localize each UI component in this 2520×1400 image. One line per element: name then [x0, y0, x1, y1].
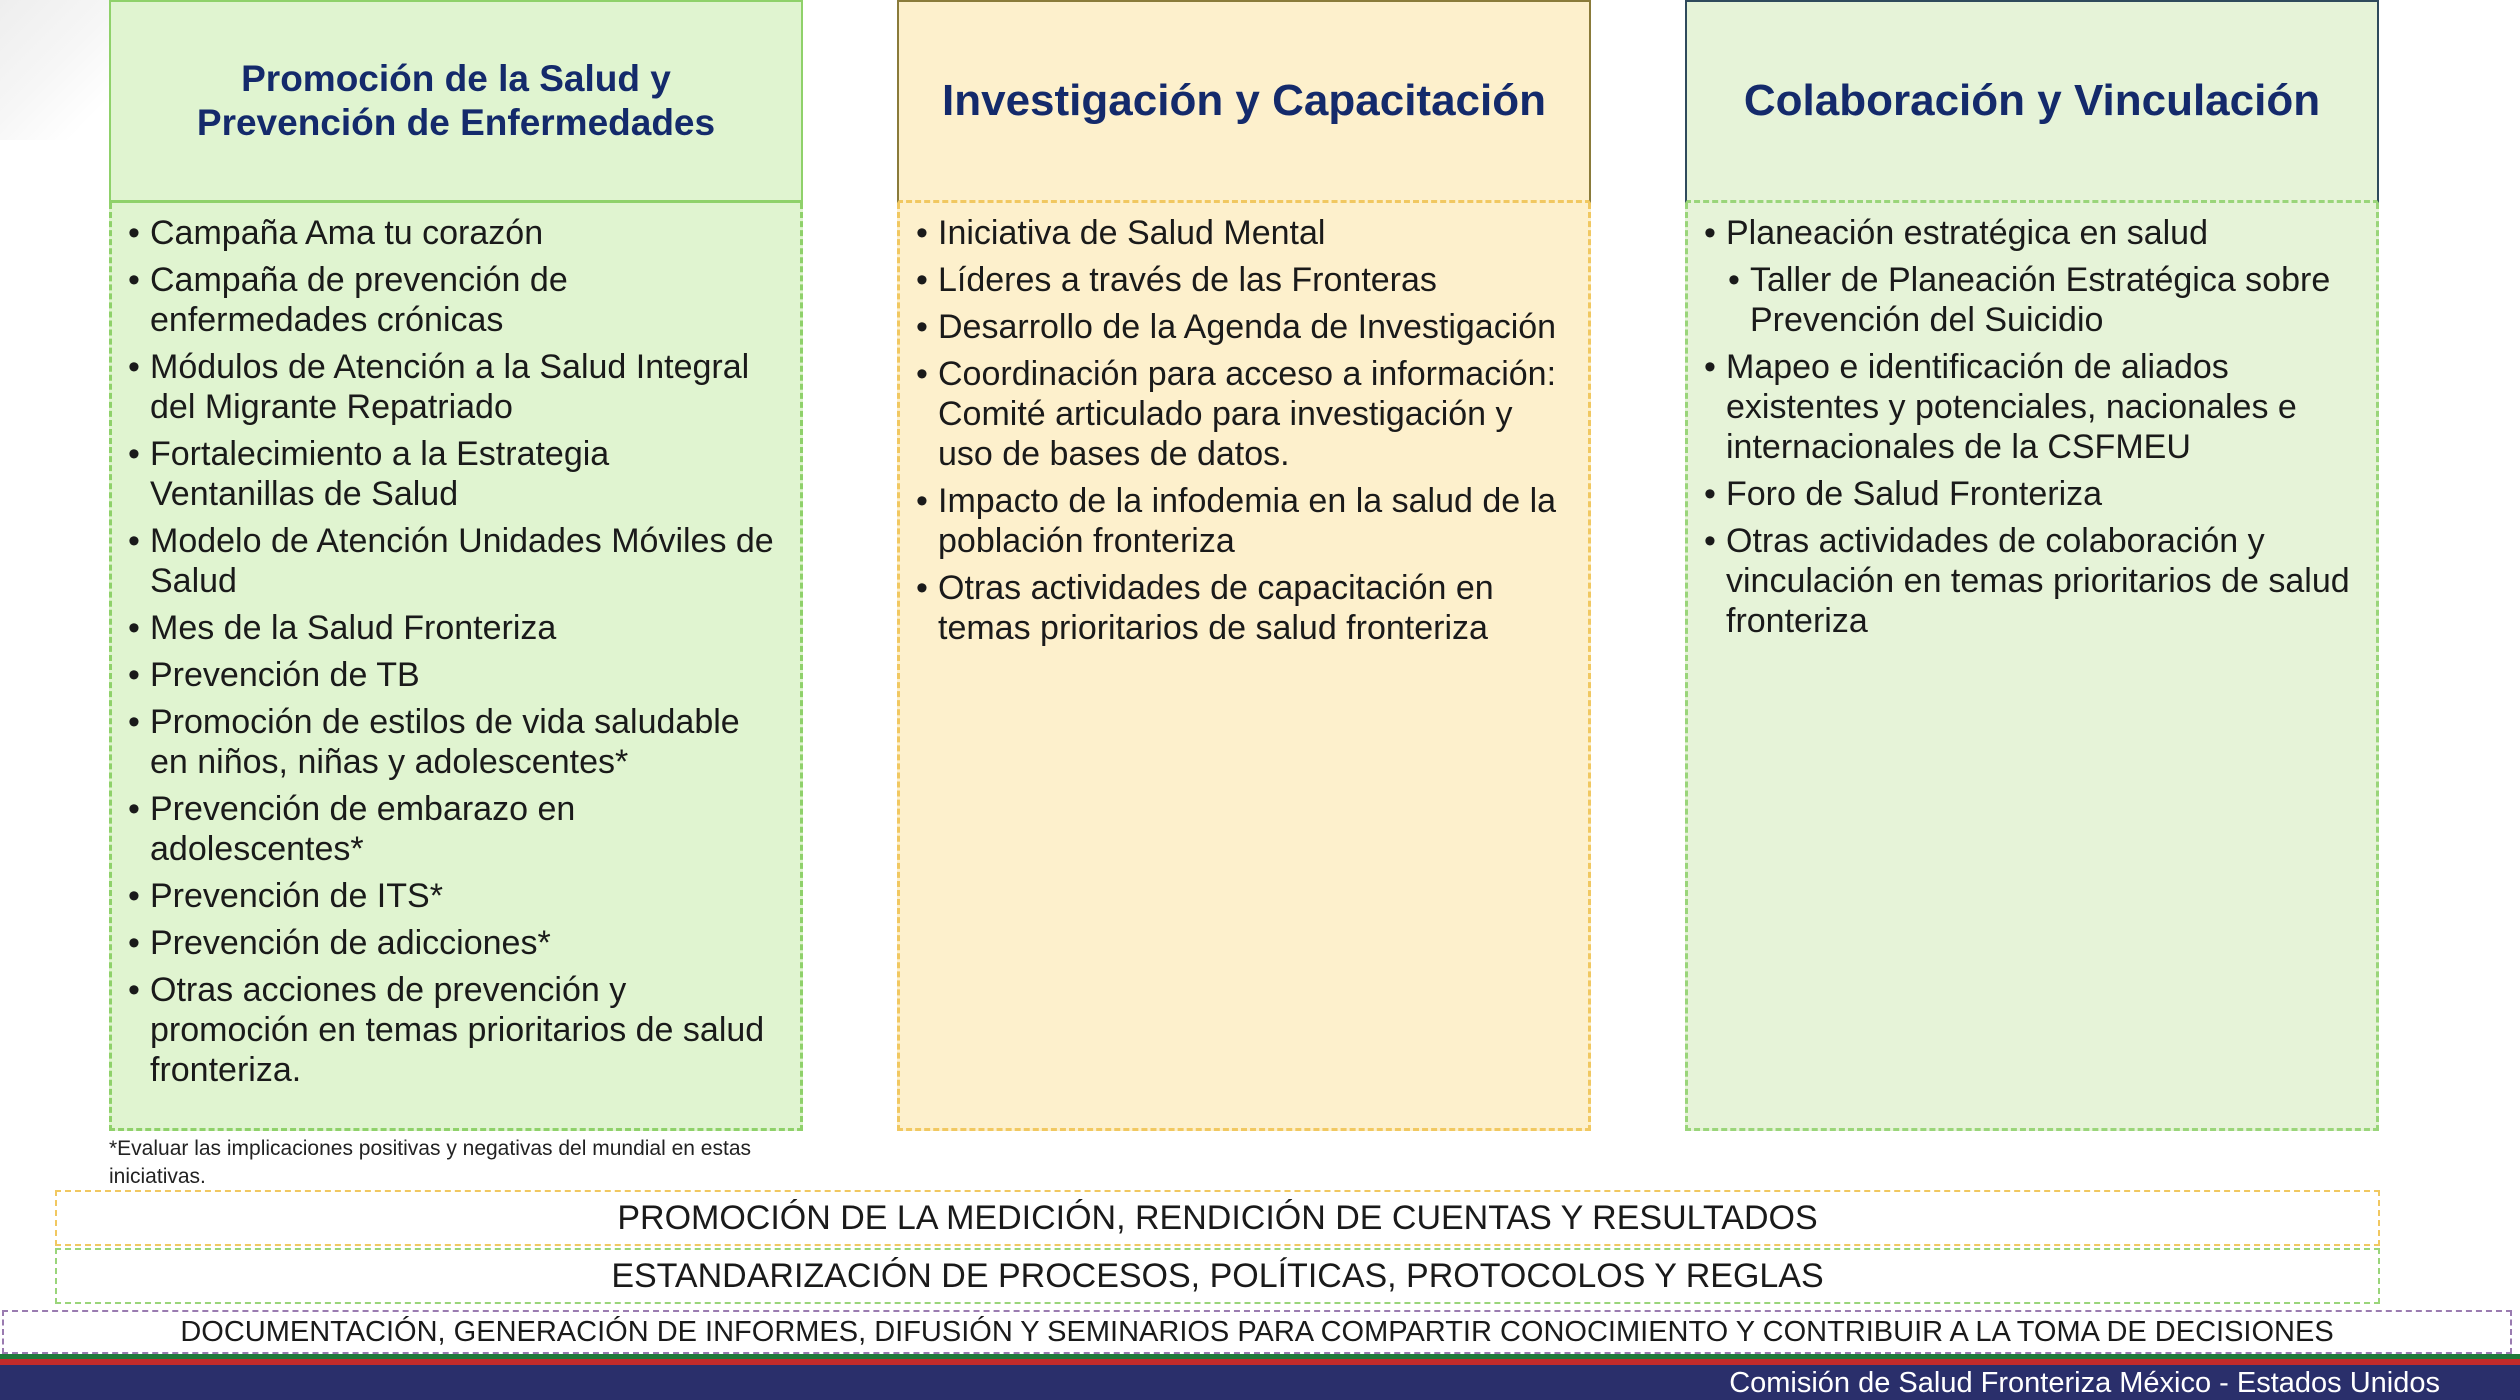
- list-item: • Prevención de embarazo en adolescentes*: [126, 789, 782, 869]
- list-item: • Iniciativa de Salud Mental: [914, 213, 1570, 253]
- item-list: [126, 213, 782, 1090]
- list-item: • Prevención de ITS*: [126, 876, 782, 916]
- column-body: [897, 203, 1591, 1131]
- list-item: • Otras actividades de colaboración y vinculación en temas prioritarios de salud fronteriza: [1702, 521, 2358, 641]
- column-body: [1685, 203, 2379, 1131]
- list-item: • Coordinación para acceso a información: Comité articulado para investigación y uso de bases de datos.: [914, 354, 1570, 474]
- column-header: [109, 0, 803, 203]
- column-title: Colaboración y Vinculación: [1743, 75, 2321, 125]
- column-colaboracion: [1685, 0, 2379, 1131]
- footer-text: Comisión de Salud Fronteriza México - Estados Unidos: [1729, 1367, 2440, 1399]
- list-item: • Prevención de TB: [126, 655, 782, 695]
- list-item: • Campaña de prevención de enfermedades crónicas: [126, 260, 782, 340]
- list-item: • Prevención de adicciones*: [126, 923, 782, 963]
- list-item: • Desarrollo de la Agenda de Investigación: [914, 307, 1570, 347]
- column-header: [897, 0, 1591, 203]
- band-documentacion: DOCUMENTACIÓN, GENERACIÓN DE INFORMES, DIFUSIÓN Y SEMINARIOS PARA COMPARTIR CONOCIMIENTO Y CONTRIBUIR A LA TOMA DE DECISIONES: [2, 1310, 2512, 1354]
- column-body: [109, 203, 803, 1131]
- column-title: [197, 57, 715, 146]
- column-title: Investigación y Capacitación: [942, 75, 1546, 125]
- list-item: • Foro de Salud Fronteriza: [1702, 474, 2358, 514]
- list-item: • Otras acciones de prevención y promoción en temas prioritarios de salud fronteriza.: [126, 970, 782, 1090]
- list-item: • Módulos de Atención a la Salud Integral del Migrante Repatriado: [126, 347, 782, 427]
- footnote: *Evaluar las implicaciones positivas y negativas del mundial en estas iniciativas.: [109, 1137, 751, 1188]
- item-list: [1702, 213, 2358, 641]
- list-item: • Modelo de Atención Unidades Móviles de Salud: [126, 521, 782, 601]
- column-title-line: Prevención de Enfermedades: [196, 102, 716, 143]
- list-item: • Mes de la Salud Fronteriza: [126, 608, 782, 648]
- column-header: [1685, 0, 2379, 203]
- list-subitem: • Taller de Planeación Estratégica sobre Prevención del Suicidio: [1702, 260, 2358, 340]
- list-item: • Planeación estratégica en salud: [1702, 213, 2358, 253]
- list-item: • Impacto de la infodemia en la salud de la población fronteriza: [914, 481, 1570, 561]
- list-item: • Otras actividades de capacitación en temas prioritarios de salud fronteriza: [914, 568, 1570, 648]
- column-promocion-salud: [109, 0, 803, 1131]
- item-list: [914, 213, 1570, 648]
- list-item: • Mapeo e identificación de aliados existentes y potenciales, nacionales e internacionales de la CSFMEU: [1702, 347, 2358, 467]
- band-estandarizacion: ESTANDARIZACIÓN DE PROCESOS, POLÍTICAS, PROTOCOLOS Y REGLAS: [55, 1248, 2380, 1304]
- footer-bar: [0, 1365, 2520, 1400]
- band-medicion: PROMOCIÓN DE LA MEDICIÓN, RENDICIÓN DE CUENTAS Y RESULTADOS: [55, 1190, 2380, 1246]
- column-investigacion: [897, 0, 1591, 1131]
- list-item: • Fortalecimiento a la Estrategia Ventanillas de Salud: [126, 434, 782, 514]
- list-item: • Campaña Ama tu corazón: [126, 213, 782, 253]
- column-title-line: Promoción de la Salud y: [241, 57, 671, 99]
- list-item: • Líderes a través de las Fronteras: [914, 260, 1570, 300]
- list-item: • Promoción de estilos de vida saludable en niños, niñas y adolescentes*: [126, 702, 782, 782]
